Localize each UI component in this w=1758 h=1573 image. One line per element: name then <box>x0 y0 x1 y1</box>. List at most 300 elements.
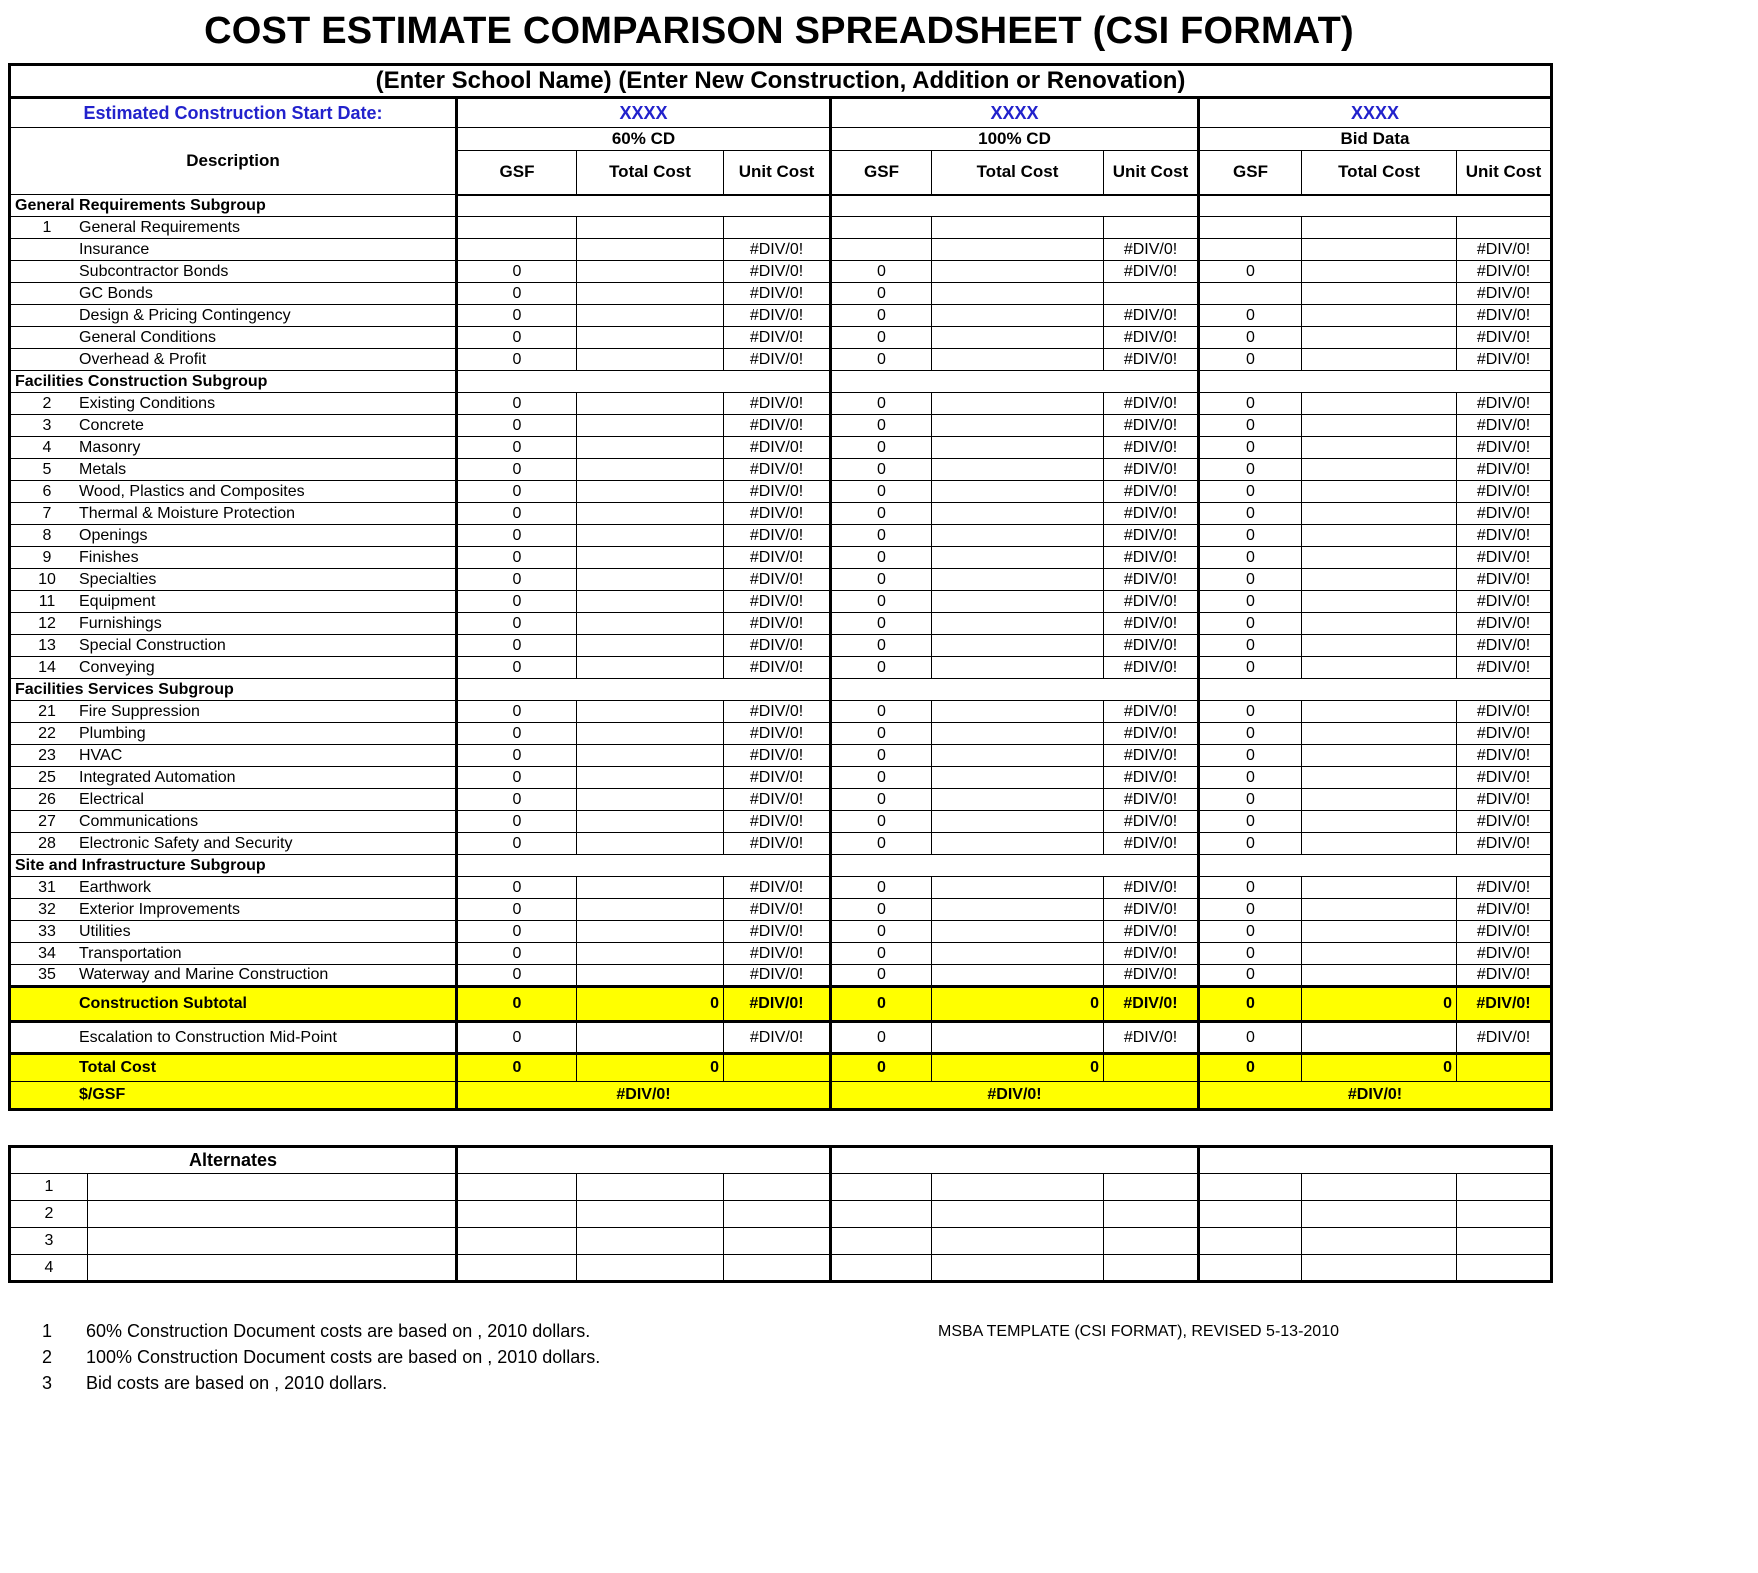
start-date-value-bid[interactable]: XXXX <box>1199 98 1552 128</box>
gsf-cell[interactable]: 0 <box>1199 943 1302 965</box>
unit-cost-cell[interactable]: #DIV/0! <box>1457 503 1552 525</box>
gsf-cell[interactable]: 0 <box>831 1054 932 1082</box>
gsf-cell[interactable]: 0 <box>457 525 577 547</box>
unit-cost-cell[interactable]: #DIV/0! <box>724 459 831 481</box>
total-cost-cell[interactable] <box>1302 877 1457 899</box>
gsf-cell[interactable]: 0 <box>1199 437 1302 459</box>
unit-cost-cell[interactable]: #DIV/0! <box>724 811 831 833</box>
unit-cost-cell[interactable]: #DIV/0! <box>1104 767 1199 789</box>
total-cost-cell[interactable] <box>1302 1022 1457 1054</box>
total-cost-cell[interactable] <box>1302 701 1457 723</box>
unit-cost-cell[interactable]: #DIV/0! <box>724 767 831 789</box>
unit-cost-cell[interactable]: #DIV/0! <box>724 1022 831 1054</box>
total-cost-cell[interactable] <box>932 327 1104 349</box>
unit-cost-cell[interactable] <box>1457 1201 1552 1228</box>
unit-cost-cell[interactable]: #DIV/0! <box>1104 437 1199 459</box>
gsf-cell[interactable] <box>457 1174 577 1201</box>
unit-cost-cell[interactable]: #DIV/0! <box>1104 415 1199 437</box>
alternate-description-cell[interactable] <box>88 1228 457 1255</box>
unit-cost-cell[interactable]: #DIV/0! <box>1104 613 1199 635</box>
total-cost-cell[interactable] <box>932 635 1104 657</box>
gsf-cell[interactable]: 0 <box>457 503 577 525</box>
unit-cost-cell[interactable]: #DIV/0! <box>1457 239 1552 261</box>
unit-cost-cell[interactable] <box>1104 1255 1199 1282</box>
unit-cost-cell[interactable]: #DIV/0! <box>724 327 831 349</box>
unit-cost-cell[interactable] <box>1104 1174 1199 1201</box>
total-cost-cell[interactable] <box>1302 437 1457 459</box>
unit-cost-cell[interactable]: #DIV/0! <box>1104 261 1199 283</box>
total-cost-cell[interactable] <box>1302 217 1457 239</box>
total-cost-cell[interactable] <box>577 525 724 547</box>
gsf-cell[interactable] <box>1199 239 1302 261</box>
total-cost-cell[interactable] <box>932 877 1104 899</box>
gsf-cell[interactable] <box>1199 217 1302 239</box>
total-cost-cell[interactable] <box>577 283 724 305</box>
gsf-cell[interactable]: 0 <box>457 701 577 723</box>
total-cost-cell[interactable]: 0 <box>932 1054 1104 1082</box>
unit-cost-cell[interactable]: #DIV/0! <box>1457 283 1552 305</box>
unit-cost-cell[interactable]: #DIV/0! <box>724 239 831 261</box>
unit-cost-cell[interactable]: #DIV/0! <box>1457 305 1552 327</box>
gsf-cell[interactable]: 0 <box>457 767 577 789</box>
alternate-description-cell[interactable] <box>88 1174 457 1201</box>
total-cost-cell[interactable] <box>932 305 1104 327</box>
total-cost-cell[interactable] <box>577 1174 724 1201</box>
unit-cost-cell[interactable] <box>1104 217 1199 239</box>
total-cost-cell[interactable] <box>577 657 724 679</box>
unit-cost-cell[interactable]: #DIV/0! <box>724 415 831 437</box>
total-cost-cell[interactable] <box>1302 789 1457 811</box>
gsf-cell[interactable]: 0 <box>457 943 577 965</box>
total-cost-cell[interactable] <box>1302 723 1457 745</box>
gsf-cell[interactable]: 0 <box>1199 987 1302 1022</box>
unit-cost-cell[interactable]: #DIV/0! <box>724 349 831 371</box>
total-cost-cell[interactable] <box>932 657 1104 679</box>
total-cost-cell[interactable] <box>932 1201 1104 1228</box>
unit-cost-cell[interactable] <box>1104 1054 1199 1082</box>
total-cost-cell[interactable] <box>577 723 724 745</box>
gsf-cell[interactable]: 0 <box>1199 525 1302 547</box>
gsf-cell[interactable]: 0 <box>457 811 577 833</box>
gsf-cell[interactable] <box>457 1228 577 1255</box>
unit-cost-cell[interactable]: #DIV/0! <box>724 613 831 635</box>
gsf-cell[interactable] <box>831 217 932 239</box>
gsf-cell[interactable]: 0 <box>457 415 577 437</box>
unit-cost-cell[interactable]: #DIV/0! <box>724 481 831 503</box>
gsf-cell[interactable]: 0 <box>831 613 932 635</box>
gsf-cell[interactable]: 0 <box>1199 745 1302 767</box>
total-cost-cell[interactable]: 0 <box>1302 987 1457 1022</box>
unit-cost-cell[interactable] <box>1457 1174 1552 1201</box>
unit-cost-cell[interactable]: #DIV/0! <box>724 305 831 327</box>
unit-cost-cell[interactable]: #DIV/0! <box>1104 921 1199 943</box>
unit-cost-cell[interactable]: #DIV/0! <box>724 921 831 943</box>
gsf-cell[interactable]: 0 <box>457 569 577 591</box>
gsf-cell[interactable]: 0 <box>457 635 577 657</box>
gsf-cell[interactable]: 0 <box>831 789 932 811</box>
unit-cost-cell[interactable]: #DIV/0! <box>1457 657 1552 679</box>
gsf-cell[interactable]: 0 <box>457 305 577 327</box>
total-cost-cell[interactable] <box>1302 613 1457 635</box>
gsf-cell[interactable]: 0 <box>831 305 932 327</box>
gsf-cell[interactable]: 0 <box>1199 481 1302 503</box>
unit-cost-cell[interactable]: #DIV/0! <box>724 591 831 613</box>
total-cost-cell[interactable] <box>577 327 724 349</box>
gsf-cell[interactable]: 0 <box>1199 723 1302 745</box>
gsf-cell[interactable]: 0 <box>457 833 577 855</box>
total-cost-cell[interactable] <box>577 217 724 239</box>
total-cost-cell[interactable] <box>1302 767 1457 789</box>
gsf-cell[interactable] <box>831 1228 932 1255</box>
total-cost-cell[interactable] <box>932 349 1104 371</box>
unit-cost-cell[interactable]: #DIV/0! <box>1104 569 1199 591</box>
unit-cost-cell[interactable]: #DIV/0! <box>1104 745 1199 767</box>
gsf-cell[interactable]: 0 <box>1199 261 1302 283</box>
unit-cost-cell[interactable]: #DIV/0! <box>724 261 831 283</box>
total-cost-cell[interactable] <box>577 899 724 921</box>
total-cost-cell[interactable] <box>577 921 724 943</box>
total-cost-cell[interactable] <box>1302 591 1457 613</box>
unit-cost-cell[interactable] <box>1457 217 1552 239</box>
unit-cost-cell[interactable]: #DIV/0! <box>724 943 831 965</box>
total-cost-cell[interactable] <box>1302 459 1457 481</box>
gsf-cell[interactable]: 0 <box>1199 701 1302 723</box>
unit-cost-cell[interactable]: #DIV/0! <box>1457 943 1552 965</box>
gsf-cell[interactable]: 0 <box>1199 833 1302 855</box>
total-cost-cell[interactable] <box>577 239 724 261</box>
unit-cost-cell[interactable]: #DIV/0! <box>1457 459 1552 481</box>
gsf-cell[interactable]: 0 <box>1199 591 1302 613</box>
unit-cost-cell[interactable] <box>1457 1255 1552 1282</box>
total-cost-cell[interactable] <box>932 833 1104 855</box>
unit-cost-cell[interactable]: #DIV/0! <box>1104 635 1199 657</box>
gsf-cell[interactable]: 0 <box>831 437 932 459</box>
gsf-cell[interactable]: 0 <box>831 459 932 481</box>
total-cost-cell[interactable]: 0 <box>1302 1054 1457 1082</box>
unit-cost-cell[interactable]: #DIV/0! <box>724 745 831 767</box>
unit-cost-cell[interactable] <box>724 1255 831 1282</box>
gsf-cell[interactable]: 0 <box>831 745 932 767</box>
total-cost-cell[interactable] <box>1302 833 1457 855</box>
total-cost-cell[interactable] <box>932 415 1104 437</box>
total-cost-cell[interactable] <box>577 305 724 327</box>
total-cost-cell[interactable] <box>932 459 1104 481</box>
total-cost-cell[interactable] <box>577 767 724 789</box>
total-cost-cell[interactable] <box>1302 899 1457 921</box>
total-cost-cell[interactable] <box>1302 943 1457 965</box>
total-cost-cell[interactable] <box>932 503 1104 525</box>
gsf-cell[interactable]: 0 <box>457 613 577 635</box>
gsf-cell[interactable] <box>831 1255 932 1282</box>
gsf-cell[interactable]: 0 <box>457 1054 577 1082</box>
gsf-cell[interactable]: 0 <box>831 921 932 943</box>
total-cost-cell[interactable]: 0 <box>932 987 1104 1022</box>
gsf-cell[interactable]: 0 <box>457 437 577 459</box>
unit-cost-cell[interactable]: #DIV/0! <box>1457 833 1552 855</box>
total-cost-cell[interactable] <box>932 613 1104 635</box>
unit-cost-cell[interactable]: #DIV/0! <box>1104 899 1199 921</box>
unit-cost-cell[interactable]: #DIV/0! <box>1457 437 1552 459</box>
unit-cost-cell[interactable]: #DIV/0! <box>1104 1022 1199 1054</box>
gsf-cell[interactable]: 0 <box>1199 327 1302 349</box>
unit-cost-cell[interactable]: #DIV/0! <box>724 833 831 855</box>
unit-cost-cell[interactable]: #DIV/0! <box>1457 613 1552 635</box>
unit-cost-cell[interactable]: #DIV/0! <box>724 987 831 1022</box>
gsf-cell[interactable]: 0 <box>831 349 932 371</box>
total-cost-cell[interactable] <box>932 965 1104 987</box>
gsf-cell[interactable]: 0 <box>831 261 932 283</box>
gsf-cell[interactable]: 0 <box>831 415 932 437</box>
gsf-cell[interactable]: 0 <box>831 569 932 591</box>
gsf-cell[interactable]: 0 <box>457 987 577 1022</box>
unit-cost-cell[interactable]: #DIV/0! <box>1104 943 1199 965</box>
gsf-cell[interactable]: 0 <box>831 965 932 987</box>
total-cost-cell[interactable]: 0 <box>577 1054 724 1082</box>
gsf-cell[interactable] <box>457 1255 577 1282</box>
gsf-cell[interactable]: 0 <box>1199 459 1302 481</box>
unit-cost-cell[interactable]: #DIV/0! <box>724 877 831 899</box>
gsf-cell[interactable]: 0 <box>831 525 932 547</box>
unit-cost-cell[interactable]: #DIV/0! <box>724 547 831 569</box>
unit-cost-cell[interactable]: #DIV/0! <box>1457 591 1552 613</box>
unit-cost-cell[interactable]: #DIV/0! <box>1104 657 1199 679</box>
unit-cost-cell[interactable]: #DIV/0! <box>1457 481 1552 503</box>
unit-cost-cell[interactable]: #DIV/0! <box>1457 745 1552 767</box>
gsf-cell[interactable]: 0 <box>831 701 932 723</box>
total-cost-cell[interactable] <box>577 459 724 481</box>
unit-cost-cell[interactable]: #DIV/0! <box>724 283 831 305</box>
gsf-cell[interactable] <box>831 239 932 261</box>
per-gsf-value-cell[interactable]: #DIV/0! <box>457 1082 831 1110</box>
gsf-cell[interactable]: 0 <box>457 591 577 613</box>
total-cost-cell[interactable] <box>577 393 724 415</box>
total-cost-cell[interactable] <box>1302 393 1457 415</box>
gsf-cell[interactable] <box>457 239 577 261</box>
gsf-cell[interactable]: 0 <box>1199 1054 1302 1082</box>
gsf-cell[interactable]: 0 <box>1199 415 1302 437</box>
gsf-cell[interactable]: 0 <box>1199 305 1302 327</box>
unit-cost-cell[interactable]: #DIV/0! <box>724 789 831 811</box>
unit-cost-cell[interactable] <box>1104 1228 1199 1255</box>
unit-cost-cell[interactable]: #DIV/0! <box>1457 767 1552 789</box>
unit-cost-cell[interactable]: #DIV/0! <box>724 723 831 745</box>
unit-cost-cell[interactable]: #DIV/0! <box>1104 393 1199 415</box>
total-cost-cell[interactable]: 0 <box>577 987 724 1022</box>
unit-cost-cell[interactable]: #DIV/0! <box>1104 327 1199 349</box>
total-cost-cell[interactable] <box>1302 305 1457 327</box>
gsf-cell[interactable]: 0 <box>831 393 932 415</box>
gsf-cell[interactable]: 0 <box>1199 393 1302 415</box>
gsf-cell[interactable]: 0 <box>457 283 577 305</box>
total-cost-cell[interactable] <box>577 547 724 569</box>
total-cost-cell[interactable] <box>1302 657 1457 679</box>
gsf-cell[interactable]: 0 <box>457 547 577 569</box>
total-cost-cell[interactable] <box>932 261 1104 283</box>
gsf-cell[interactable]: 0 <box>1199 921 1302 943</box>
total-cost-cell[interactable] <box>932 1228 1104 1255</box>
gsf-cell[interactable]: 0 <box>831 877 932 899</box>
total-cost-cell[interactable] <box>577 415 724 437</box>
gsf-cell[interactable]: 0 <box>1199 1022 1302 1054</box>
unit-cost-cell[interactable]: #DIV/0! <box>1457 921 1552 943</box>
total-cost-cell[interactable] <box>577 349 724 371</box>
unit-cost-cell[interactable]: #DIV/0! <box>1457 701 1552 723</box>
unit-cost-cell[interactable]: #DIV/0! <box>1104 723 1199 745</box>
total-cost-cell[interactable] <box>932 437 1104 459</box>
total-cost-cell[interactable] <box>1302 415 1457 437</box>
unit-cost-cell[interactable]: #DIV/0! <box>1104 305 1199 327</box>
unit-cost-cell[interactable]: #DIV/0! <box>724 569 831 591</box>
total-cost-cell[interactable] <box>1302 1174 1457 1201</box>
gsf-cell[interactable] <box>831 1174 932 1201</box>
unit-cost-cell[interactable]: #DIV/0! <box>1104 877 1199 899</box>
gsf-cell[interactable] <box>1199 1228 1302 1255</box>
unit-cost-cell[interactable] <box>724 1228 831 1255</box>
total-cost-cell[interactable] <box>932 481 1104 503</box>
unit-cost-cell[interactable]: #DIV/0! <box>1457 789 1552 811</box>
total-cost-cell[interactable] <box>1302 239 1457 261</box>
total-cost-cell[interactable] <box>1302 1255 1457 1282</box>
unit-cost-cell[interactable]: #DIV/0! <box>1457 547 1552 569</box>
total-cost-cell[interactable] <box>577 261 724 283</box>
gsf-cell[interactable]: 0 <box>457 481 577 503</box>
gsf-cell[interactable]: 0 <box>457 745 577 767</box>
gsf-cell[interactable]: 0 <box>1199 547 1302 569</box>
unit-cost-cell[interactable] <box>724 1201 831 1228</box>
unit-cost-cell[interactable]: #DIV/0! <box>1457 349 1552 371</box>
unit-cost-cell[interactable] <box>1104 1201 1199 1228</box>
total-cost-cell[interactable] <box>1302 525 1457 547</box>
total-cost-cell[interactable] <box>577 1255 724 1282</box>
gsf-cell[interactable]: 0 <box>1199 569 1302 591</box>
start-date-value-100cd[interactable]: XXXX <box>831 98 1199 128</box>
unit-cost-cell[interactable] <box>1457 1228 1552 1255</box>
gsf-cell[interactable]: 0 <box>1199 789 1302 811</box>
gsf-cell[interactable]: 0 <box>457 459 577 481</box>
gsf-cell[interactable]: 0 <box>831 283 932 305</box>
total-cost-cell[interactable] <box>932 393 1104 415</box>
gsf-cell[interactable] <box>1199 1255 1302 1282</box>
total-cost-cell[interactable] <box>932 1174 1104 1201</box>
gsf-cell[interactable]: 0 <box>1199 657 1302 679</box>
unit-cost-cell[interactable]: #DIV/0! <box>1104 503 1199 525</box>
gsf-cell[interactable] <box>457 1201 577 1228</box>
unit-cost-cell[interactable]: #DIV/0! <box>1104 701 1199 723</box>
total-cost-cell[interactable] <box>932 723 1104 745</box>
unit-cost-cell[interactable]: #DIV/0! <box>1104 547 1199 569</box>
gsf-cell[interactable]: 0 <box>831 987 932 1022</box>
unit-cost-cell[interactable] <box>724 1054 831 1082</box>
unit-cost-cell[interactable]: #DIV/0! <box>724 657 831 679</box>
gsf-cell[interactable]: 0 <box>457 877 577 899</box>
total-cost-cell[interactable] <box>577 1228 724 1255</box>
start-date-value-60cd[interactable]: XXXX <box>457 98 831 128</box>
unit-cost-cell[interactable]: #DIV/0! <box>1104 987 1199 1022</box>
total-cost-cell[interactable] <box>932 1255 1104 1282</box>
per-gsf-value-cell[interactable]: #DIV/0! <box>1199 1082 1552 1110</box>
gsf-cell[interactable] <box>457 217 577 239</box>
gsf-cell[interactable]: 0 <box>831 591 932 613</box>
unit-cost-cell[interactable]: #DIV/0! <box>724 393 831 415</box>
total-cost-cell[interactable] <box>932 745 1104 767</box>
unit-cost-cell[interactable]: #DIV/0! <box>1457 899 1552 921</box>
unit-cost-cell[interactable]: #DIV/0! <box>1457 635 1552 657</box>
gsf-cell[interactable]: 0 <box>457 657 577 679</box>
total-cost-cell[interactable] <box>932 217 1104 239</box>
unit-cost-cell[interactable]: #DIV/0! <box>1104 459 1199 481</box>
per-gsf-value-cell[interactable]: #DIV/0! <box>831 1082 1199 1110</box>
unit-cost-cell[interactable] <box>724 1174 831 1201</box>
gsf-cell[interactable]: 0 <box>831 723 932 745</box>
unit-cost-cell[interactable]: #DIV/0! <box>1104 239 1199 261</box>
total-cost-cell[interactable] <box>932 239 1104 261</box>
total-cost-cell[interactable] <box>577 635 724 657</box>
unit-cost-cell[interactable]: #DIV/0! <box>1457 723 1552 745</box>
gsf-cell[interactable]: 0 <box>831 503 932 525</box>
total-cost-cell[interactable] <box>932 943 1104 965</box>
total-cost-cell[interactable] <box>577 503 724 525</box>
total-cost-cell[interactable] <box>577 437 724 459</box>
gsf-cell[interactable]: 0 <box>457 921 577 943</box>
total-cost-cell[interactable] <box>577 701 724 723</box>
gsf-cell[interactable]: 0 <box>831 811 932 833</box>
total-cost-cell[interactable] <box>577 481 724 503</box>
gsf-cell[interactable] <box>1199 1201 1302 1228</box>
unit-cost-cell[interactable] <box>724 217 831 239</box>
total-cost-cell[interactable] <box>1302 965 1457 987</box>
unit-cost-cell[interactable]: #DIV/0! <box>1104 349 1199 371</box>
gsf-cell[interactable]: 0 <box>1199 965 1302 987</box>
total-cost-cell[interactable] <box>932 547 1104 569</box>
total-cost-cell[interactable] <box>932 525 1104 547</box>
unit-cost-cell[interactable]: #DIV/0! <box>1104 811 1199 833</box>
gsf-cell[interactable]: 0 <box>457 393 577 415</box>
total-cost-cell[interactable] <box>932 283 1104 305</box>
gsf-cell[interactable]: 0 <box>831 327 932 349</box>
gsf-cell[interactable]: 0 <box>831 899 932 921</box>
unit-cost-cell[interactable]: #DIV/0! <box>1457 569 1552 591</box>
total-cost-cell[interactable] <box>1302 1201 1457 1228</box>
gsf-cell[interactable]: 0 <box>831 767 932 789</box>
total-cost-cell[interactable] <box>577 943 724 965</box>
gsf-cell[interactable]: 0 <box>457 327 577 349</box>
gsf-cell[interactable]: 0 <box>1199 899 1302 921</box>
total-cost-cell[interactable] <box>577 811 724 833</box>
total-cost-cell[interactable] <box>1302 635 1457 657</box>
unit-cost-cell[interactable] <box>1457 1054 1552 1082</box>
gsf-cell[interactable]: 0 <box>1199 767 1302 789</box>
gsf-cell[interactable]: 0 <box>1199 811 1302 833</box>
total-cost-cell[interactable] <box>577 1022 724 1054</box>
unit-cost-cell[interactable]: #DIV/0! <box>1457 415 1552 437</box>
total-cost-cell[interactable] <box>932 899 1104 921</box>
total-cost-cell[interactable] <box>577 789 724 811</box>
total-cost-cell[interactable] <box>932 591 1104 613</box>
total-cost-cell[interactable] <box>932 811 1104 833</box>
total-cost-cell[interactable] <box>577 877 724 899</box>
gsf-cell[interactable]: 0 <box>457 349 577 371</box>
unit-cost-cell[interactable]: #DIV/0! <box>1457 525 1552 547</box>
gsf-cell[interactable]: 0 <box>831 547 932 569</box>
unit-cost-cell[interactable]: #DIV/0! <box>724 503 831 525</box>
gsf-cell[interactable] <box>831 1201 932 1228</box>
unit-cost-cell[interactable]: #DIV/0! <box>1457 261 1552 283</box>
unit-cost-cell[interactable]: #DIV/0! <box>1457 1022 1552 1054</box>
total-cost-cell[interactable] <box>577 613 724 635</box>
unit-cost-cell[interactable]: #DIV/0! <box>1104 789 1199 811</box>
gsf-cell[interactable]: 0 <box>457 723 577 745</box>
total-cost-cell[interactable] <box>932 921 1104 943</box>
